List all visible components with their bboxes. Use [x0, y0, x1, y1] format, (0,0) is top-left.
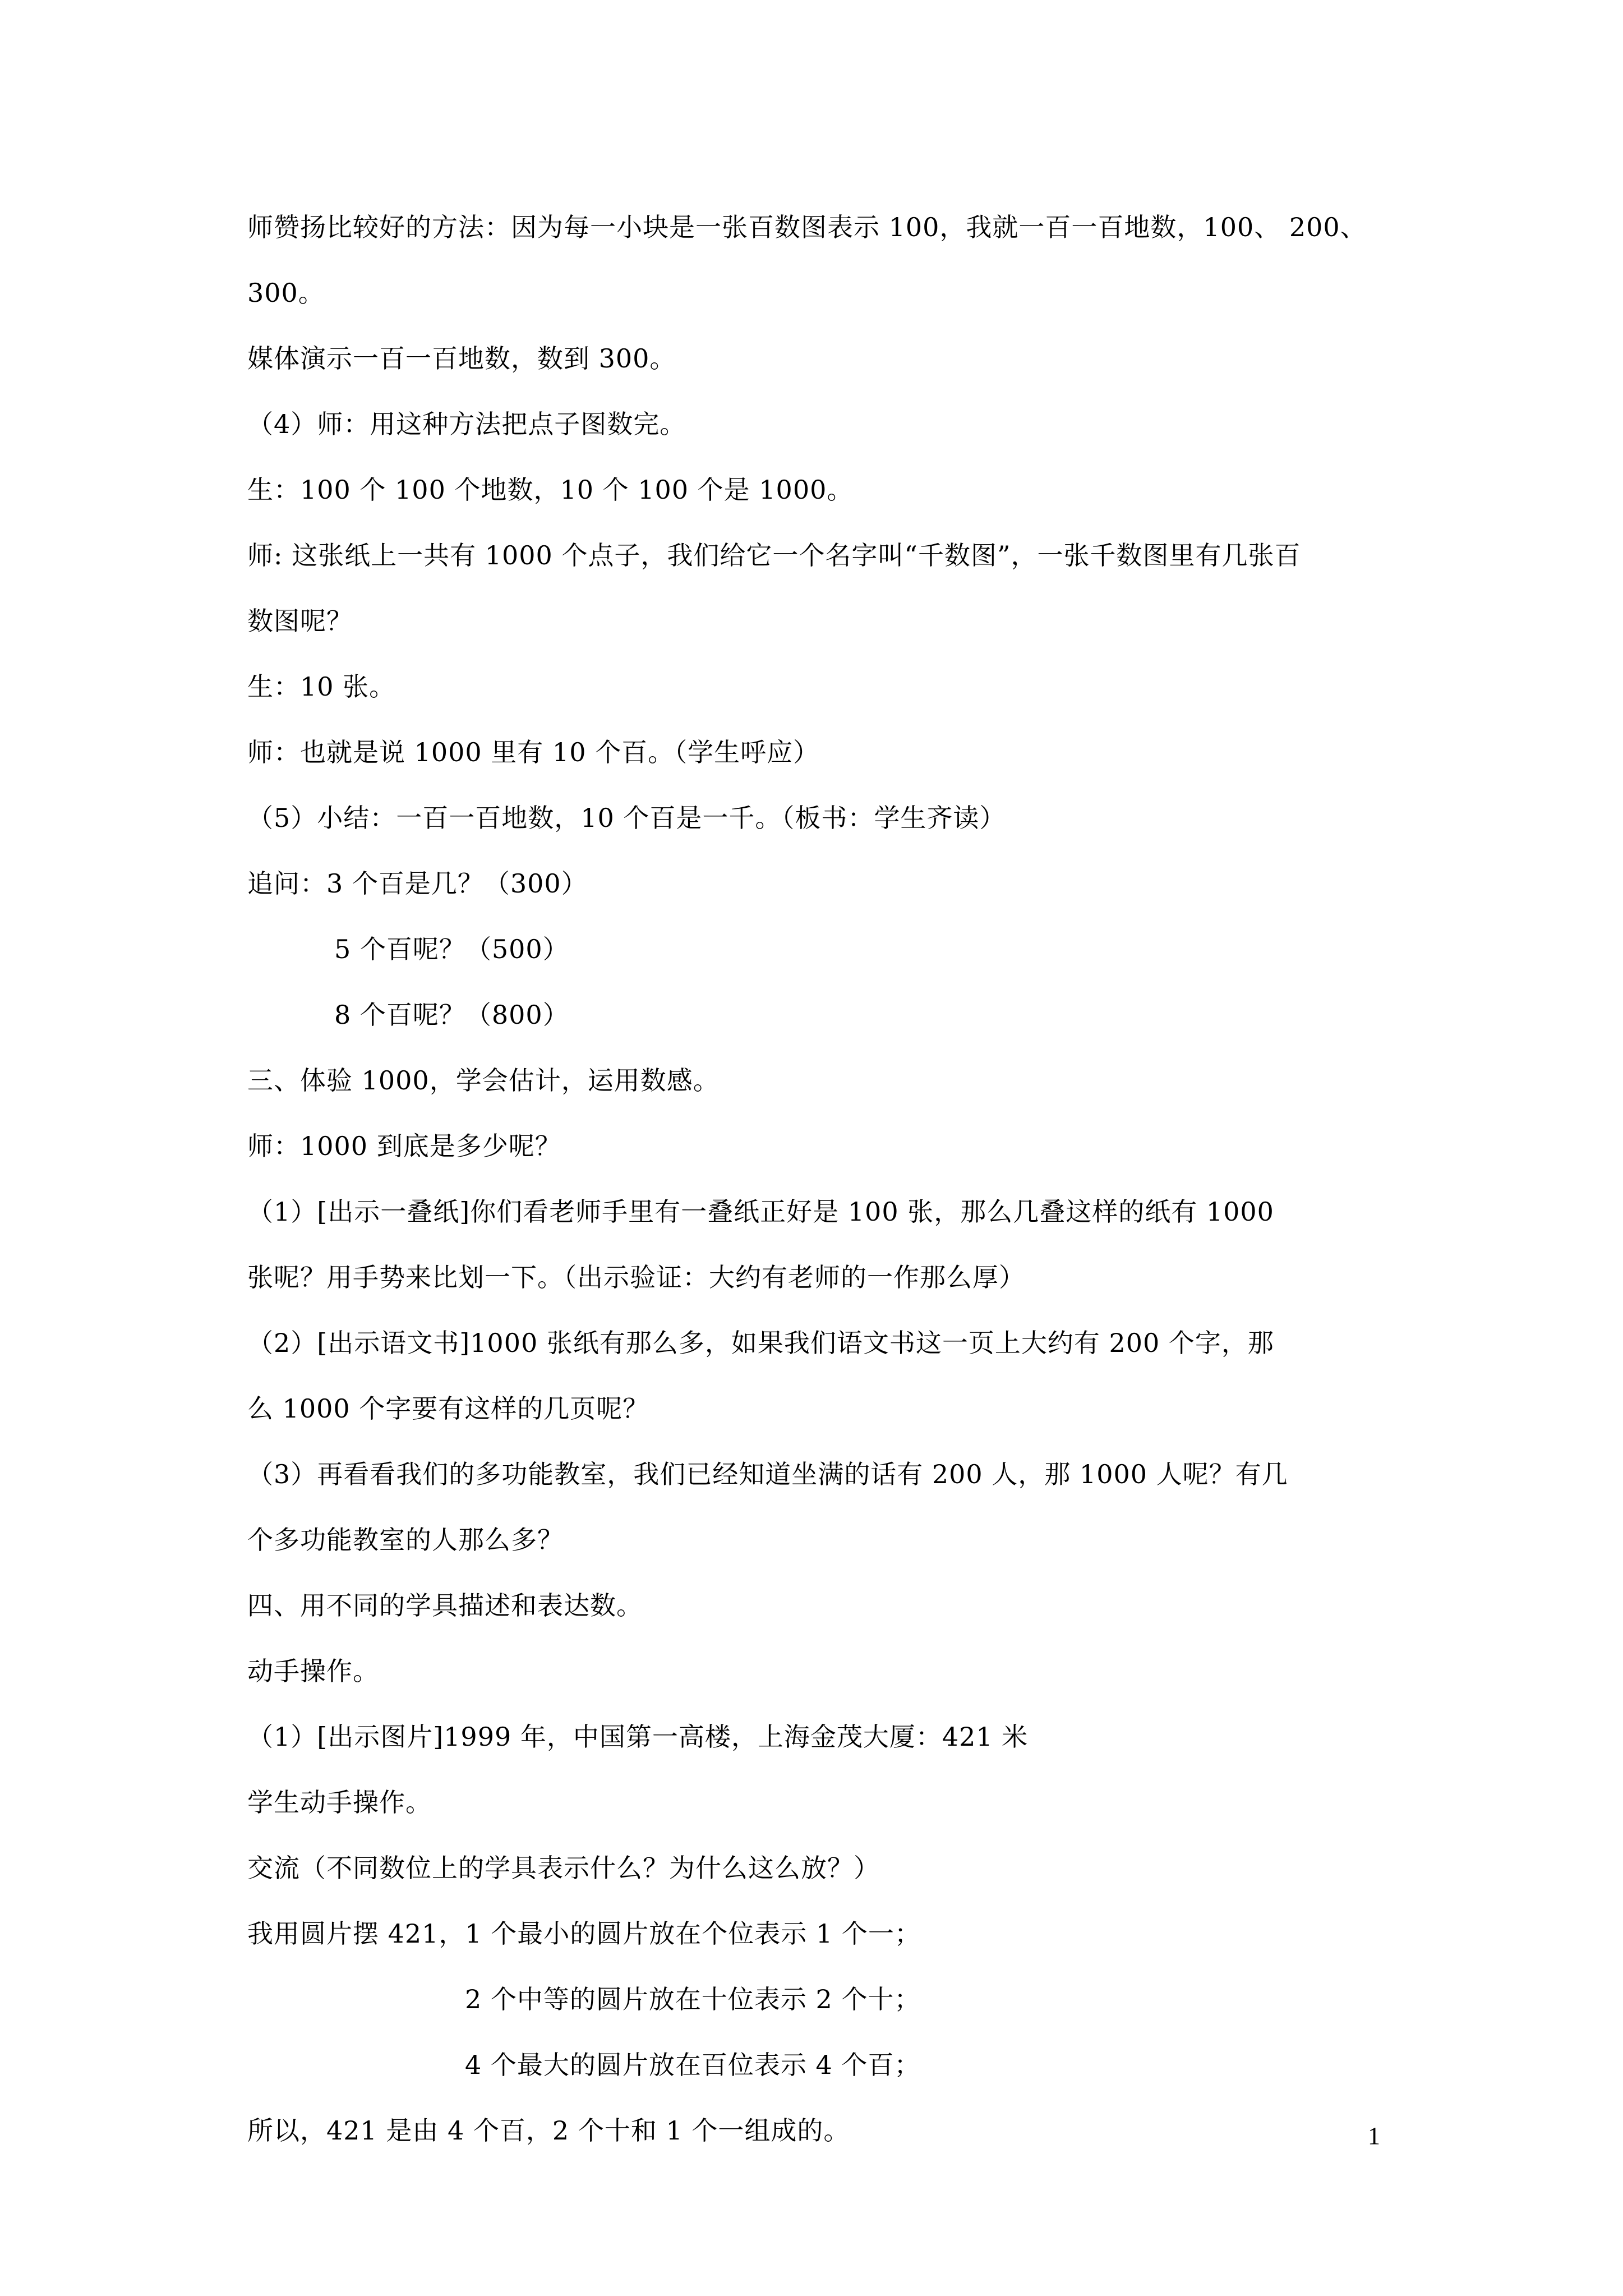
text-line-9: 师：也就是说 1000 里有 10 个百。（学生呼应）: [247, 737, 820, 767]
text-line-20: （3）再看看我们的多功能教室，我们已经知道坐满的话有 200 人，那 1000 人呢？有几: [247, 1459, 1288, 1489]
text-line-4: （4）师：用这种方法把点子图数完。: [247, 409, 686, 439]
text-line-22: 四、用不同的学具描述和表达数。: [247, 1590, 643, 1621]
text-line-6: 师: 这张纸上一共有 1000 个点子，我们给它一个名字叫“千数图”，一张千数图里有几张百: [247, 540, 1301, 570]
text-line-27: 我用圆片摆 421，1 个最小的圆片放在个位表示 1 个一；: [247, 1918, 921, 1949]
text-line-14: 三、体验 1000，学会估计，运用数感。: [247, 1065, 720, 1096]
text-line-12: 5 个百呢？（500）: [334, 934, 569, 964]
text-line-15: 师：1000 到底是多少呢？: [247, 1131, 561, 1161]
text-line-16: （1）[出示一叠纸]你们看老师手里有一叠纸正好是 100 张，那么几叠这样的纸有 1000: [247, 1197, 1274, 1227]
text-line-23: 动手操作。: [247, 1656, 379, 1686]
text-line-7: 数图呢？: [247, 606, 353, 636]
text-line-8: 生：10 张。: [247, 671, 396, 702]
text-line-18: （2）[出示语文书]1000 张纸有那么多，如果我们语文书这一页上大约有 200 个字，那: [247, 1328, 1274, 1358]
text-line-19: 么 1000 个字要有这样的几页呢？: [247, 1393, 649, 1424]
text-line-1: 师赞扬比较好的方法：因为每一小块是一张百数图表示 100，我就一百一百地数，100、 200、: [247, 212, 1367, 242]
text-line-25: 学生动手操作。: [247, 1787, 432, 1818]
text-line-13: 8 个百呢？（800）: [334, 1000, 569, 1030]
text-line-24: （1）[出示图片]1999 年，中国第一高楼，上海金茂大厦：421 米: [247, 1722, 1029, 1752]
text-line-30: 所以，421 是由 4 个百，2 个十和 1 个一组成的。: [247, 2115, 850, 2146]
text-line-29: 4 个最大的圆片放在百位表示 4 个百；: [465, 2050, 921, 2080]
text-line-21: 个多功能教室的人那么多？: [247, 1525, 564, 1555]
text-line-3: 媒体演示一百一百地数，数到 300。: [247, 343, 676, 374]
text-line-10: （5）小结：一百一百地数，10 个百是一千。（板书：学生齐读）: [247, 803, 1006, 833]
text-line-2: 300。: [247, 278, 325, 308]
text-line-17: 张呢？用手势来比划一下。（出示验证：大约有老师的一作那么厚）: [247, 1262, 1025, 1292]
text-line-26: 交流（不同数位上的学具表示什么？为什么这么放？）: [247, 1853, 880, 1883]
text-line-11: 追问：3 个百是几？（300）: [247, 868, 588, 899]
text-line-5: 生：100 个 100 个地数，10 个 100 个是 1000。: [247, 475, 854, 505]
text-line-28: 2 个中等的圆片放在十位表示 2 个十；: [465, 1984, 921, 2014]
page-number: 1: [1368, 2122, 1380, 2150]
